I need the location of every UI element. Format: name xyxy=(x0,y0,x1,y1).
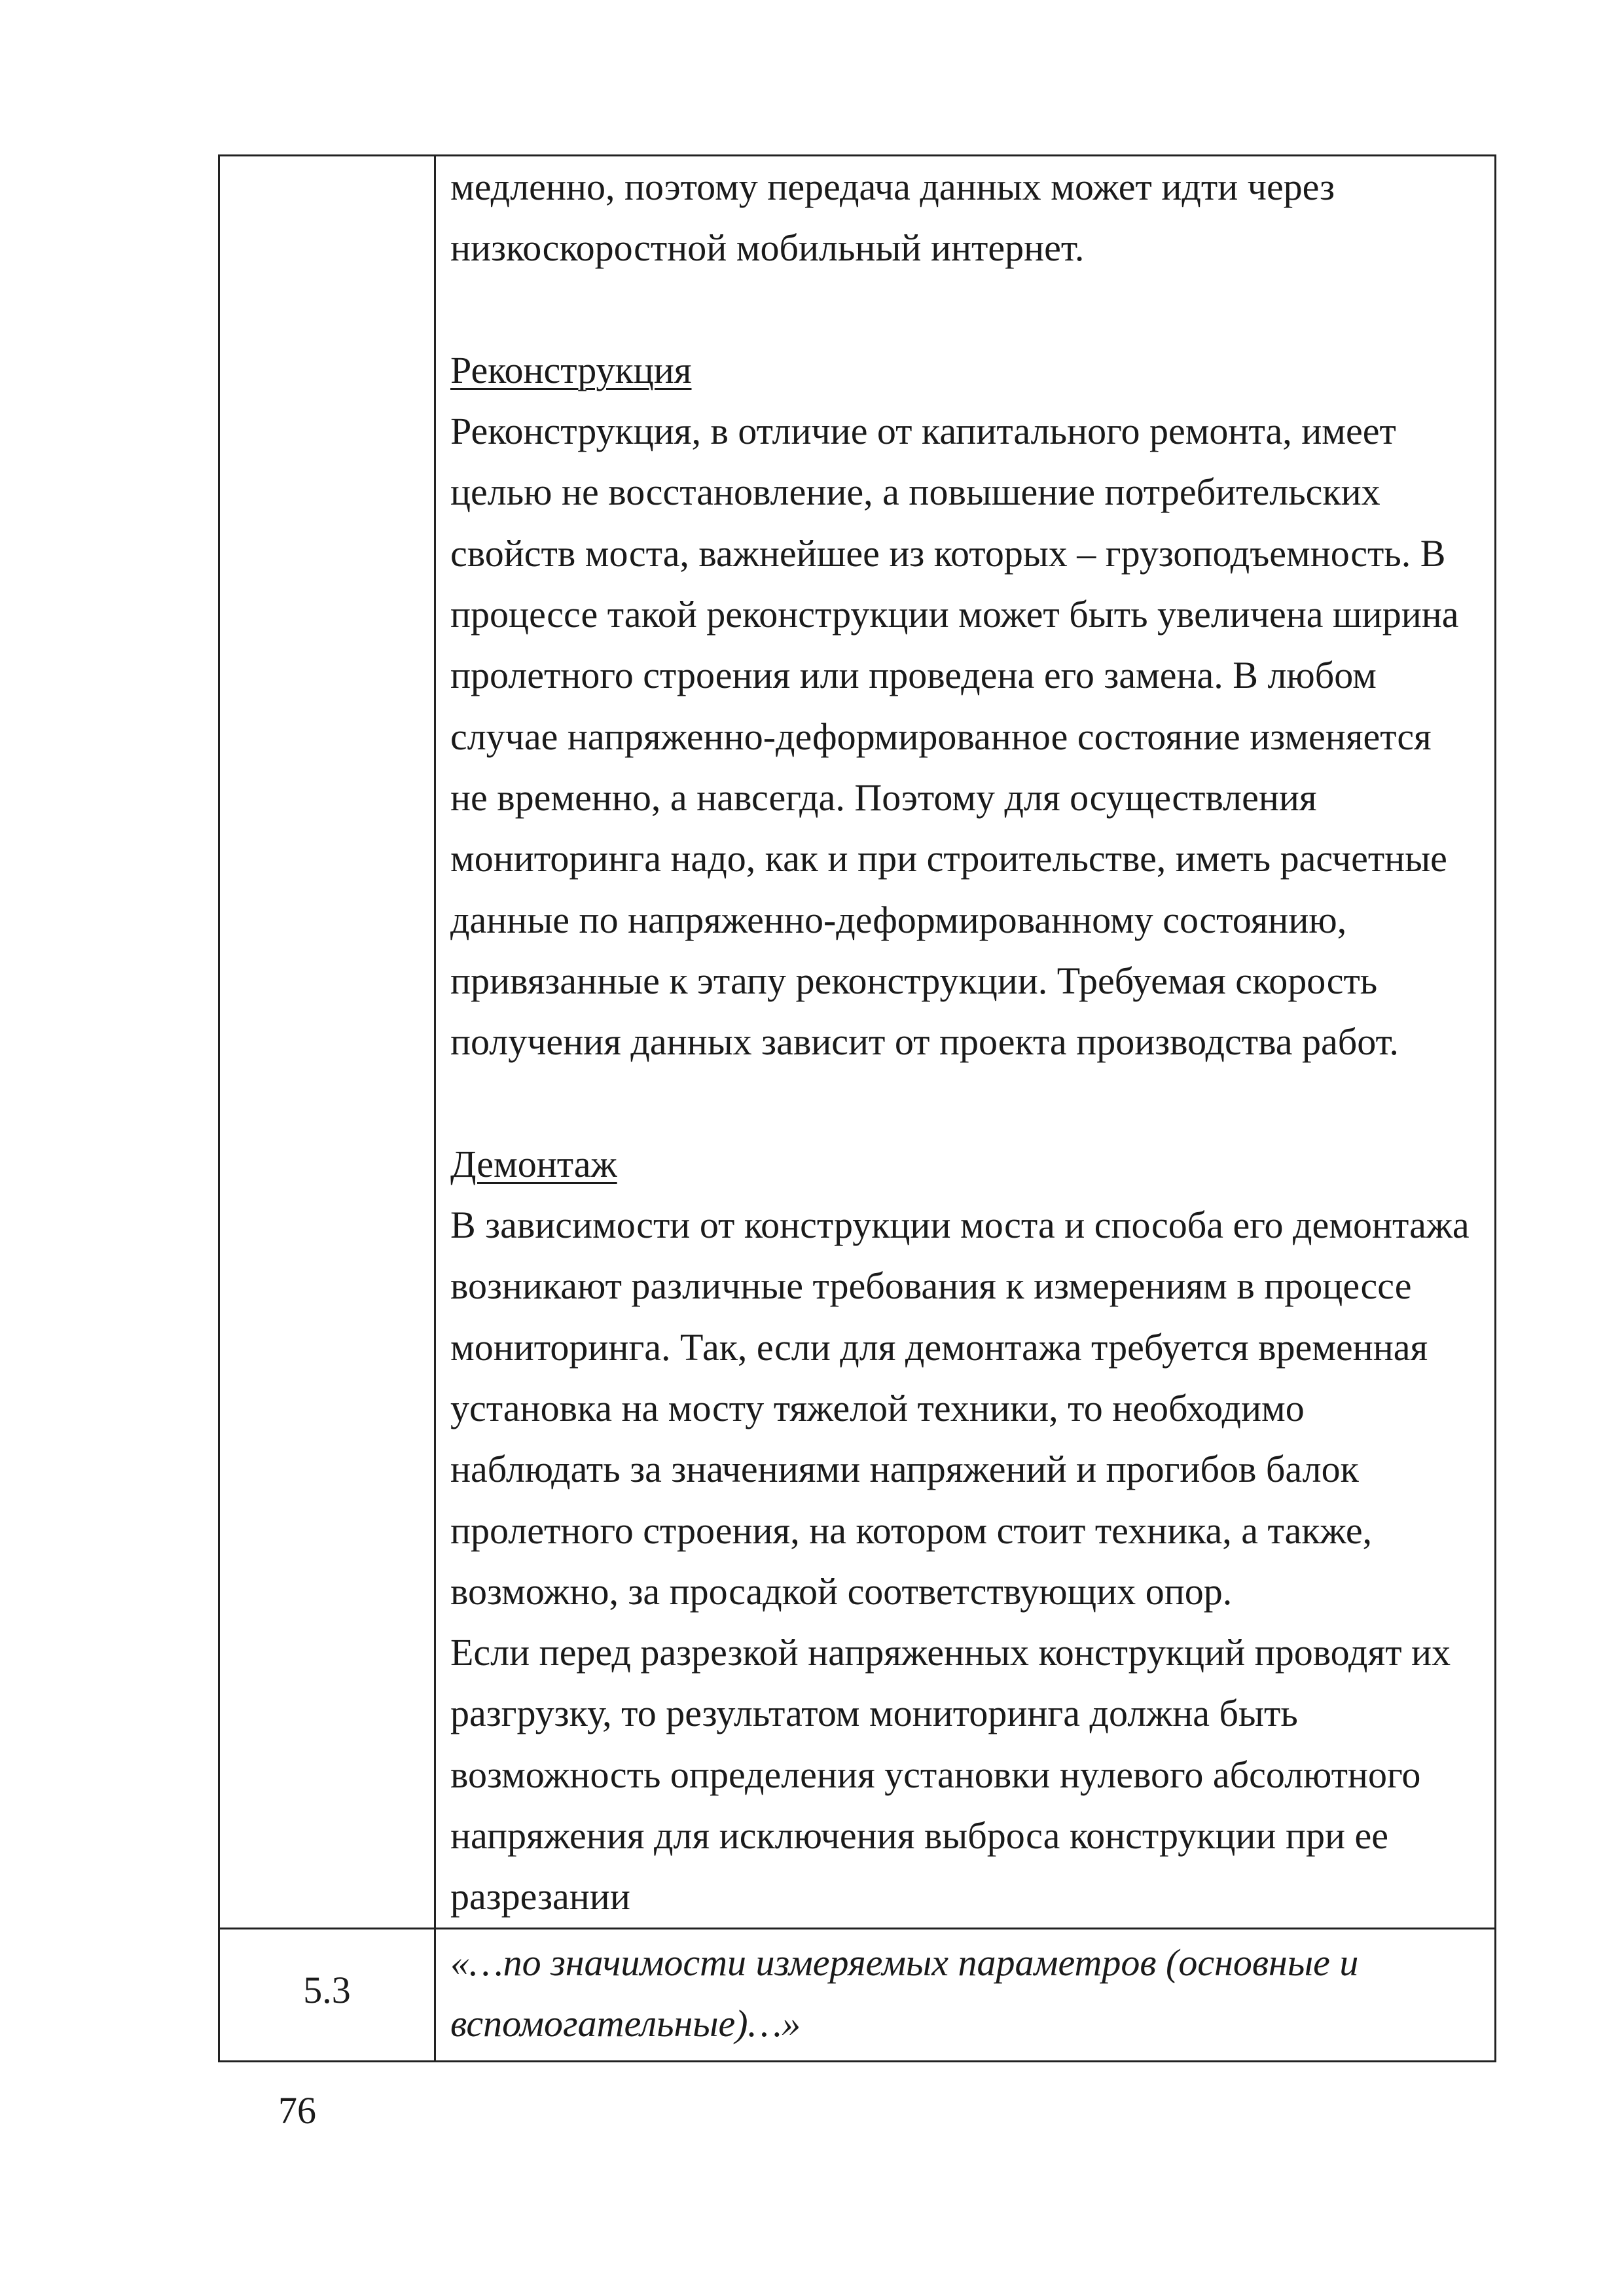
text-line: данные по напряженно-деформированному состоянию, xyxy=(450,898,1347,941)
text-line: целью не восстановление, а повышение потребительских xyxy=(450,471,1380,514)
text-line: Реконструкция, в отличие от капитального ремонта, имеет xyxy=(450,410,1396,453)
text-line: мониторинга надо, как и при строительстве, иметь расчетные xyxy=(450,837,1447,880)
text-line: мониторинга. Так, если для демонтажа требуется временная xyxy=(450,1325,1428,1369)
text-line: В зависимости от конструкции моста и способа его демонтажа xyxy=(450,1204,1470,1247)
text-line: пролетного строения или проведена его замена. В любом xyxy=(450,654,1377,697)
text-line: процессе такой реконструкции может быть увеличена ширина xyxy=(450,593,1459,636)
table-row xyxy=(219,156,1496,1929)
quote-line: «…по значимости измеряемых параметров (основные и xyxy=(450,1941,1359,1984)
text-line: медленно, поэтому передача данных может идти через xyxy=(450,166,1335,208)
text-line: установка на мосту тяжелой техники, то необходимо xyxy=(450,1386,1305,1429)
text-line: разрезании xyxy=(450,1875,630,1918)
text-line: не временно, а навсегда. Поэтому для осуществления xyxy=(450,776,1317,819)
text-line: напряжения для исключения выброса конструкции при ее xyxy=(450,1814,1389,1857)
paragraph-gap xyxy=(450,1072,1487,1133)
paragraph-gap xyxy=(450,279,1487,340)
text-line: получения данных зависит от проекта производства работ. xyxy=(450,1020,1399,1064)
text-line: разгрузку, то результатом мониторинга должна быть xyxy=(450,1692,1298,1735)
row-text-cell xyxy=(435,156,1496,1929)
text-line: пролетного строения, на котором стоит техника, а также, xyxy=(450,1509,1373,1552)
text-line: свойств моста, важнейшее из которых – грузоподъемность. В xyxy=(450,531,1446,575)
page-number: 76 xyxy=(278,2089,316,2132)
section-heading-dismantling: Демонтаж xyxy=(450,1142,617,1185)
text-line: привязанные к этапу реконструкции. Требуемая скорость xyxy=(450,959,1378,1002)
section-heading-reconstruction: Реконструкция xyxy=(450,348,692,391)
text-line: Если перед разрезкой напряженных конструкций проводят их xyxy=(450,1631,1451,1674)
text-line: возможность определения установки нулевого абсолютного xyxy=(450,1753,1421,1796)
row-number-cell: 5.3 xyxy=(219,1928,435,2061)
row-number-cell xyxy=(219,156,435,1929)
quote-line: вспомогательные)…» xyxy=(450,2001,801,2045)
text-line: возникают различные требования к измерениям в процессе xyxy=(450,1265,1412,1308)
table-row xyxy=(219,1928,1496,2061)
text-line: случае напряженно-деформированное состояние изменяется xyxy=(450,715,1432,758)
text-line: наблюдать за значениями напряжений и прогибов балок xyxy=(450,1448,1359,1491)
content-table xyxy=(218,154,1496,2062)
text-line: возможно, за просадкой соответствующих опор. xyxy=(450,1570,1233,1613)
text-line: низкоскоростной мобильный интернет. xyxy=(450,226,1085,270)
row-text-cell xyxy=(435,1928,1496,2061)
